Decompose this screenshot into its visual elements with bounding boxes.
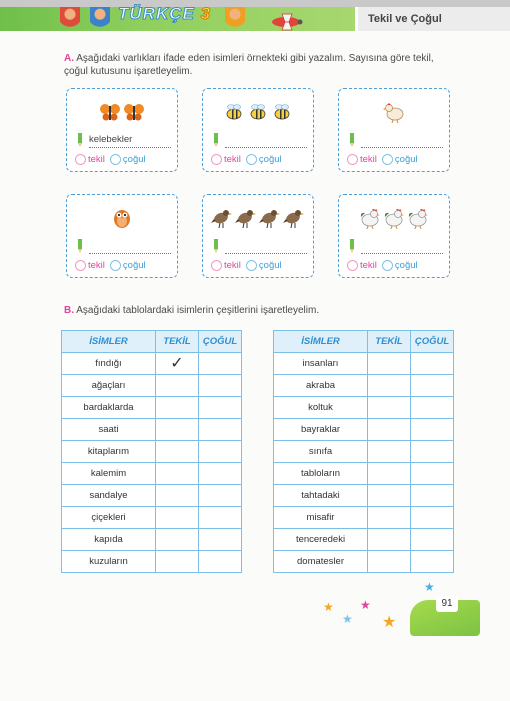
table-row [62,441,242,463]
singular-plural-options [211,154,282,165]
noun-cell: tenceredeki [274,529,368,551]
noun-cell: kalemim [62,463,156,485]
cogul-cell[interactable] [411,441,454,463]
cogul-cell[interactable] [199,419,242,441]
tekil-cell[interactable] [368,507,411,529]
star-icon: ★ [424,580,435,594]
col-header-tekil: TEKİL [156,331,199,353]
cogul-cell[interactable] [199,353,242,375]
pencil-icon [77,133,83,147]
card-picture [339,97,449,127]
noun-cell: kapıda [62,529,156,551]
tekil-cell[interactable] [156,375,199,397]
page-number: 91 [436,596,458,612]
tekil-cell[interactable] [156,507,199,529]
option-label: çoğul [122,260,146,271]
pencil-icon [349,133,355,147]
option-tekil[interactable] [347,154,377,165]
tekil-cell[interactable] [368,463,411,485]
cogul-cell[interactable] [199,529,242,551]
table-row [62,551,242,573]
noun-cell: sandalye [62,485,156,507]
cogul-cell[interactable] [411,485,454,507]
cogul-cell[interactable] [199,551,242,573]
hen-icon [383,101,405,123]
radio-circle-icon[interactable] [347,154,358,165]
option-label: çoğul [394,154,418,165]
exercise-card [66,194,178,278]
sparrow-icon [235,207,257,229]
tekil-cell[interactable] [368,441,411,463]
cogul-cell[interactable] [411,529,454,551]
card-picture [67,203,177,233]
sparrow-icon [283,207,305,229]
noun-cell: tabloların [274,463,368,485]
radio-circle-icon[interactable] [347,260,358,271]
answer-line[interactable] [361,239,443,254]
airplane-icon [262,10,310,32]
option-label: tekil [360,154,377,165]
option-label: çoğul [258,260,282,271]
pencil-icon [213,239,219,253]
radio-circle-icon[interactable] [246,154,257,165]
option-cogul[interactable] [110,260,146,271]
option-tekil[interactable] [347,260,377,271]
cogul-cell[interactable] [411,551,454,573]
tekil-cell[interactable] [156,463,199,485]
tekil-cell[interactable] [368,353,411,375]
exercise-card [338,194,450,278]
exercise-card [338,88,450,172]
option-cogul[interactable] [246,154,282,165]
table-row [62,485,242,507]
noun-cell: saati [62,419,156,441]
table-row [62,375,242,397]
rooster-icon [359,207,381,229]
part-b-text: Aşağıdaki tablolardaki isimlerin çeşitlerini işaretleyelim. [76,305,320,316]
table-row [62,353,242,375]
option-tekil[interactable] [211,154,241,165]
radio-circle-icon[interactable] [382,260,393,271]
cogul-cell[interactable] [199,441,242,463]
sparrow-icon [211,207,233,229]
child-illustration-icon [60,7,80,31]
cogul-cell[interactable] [199,463,242,485]
cogul-cell[interactable] [199,375,242,397]
rooster-icon [407,207,429,229]
tekil-cell[interactable] [368,375,411,397]
radio-circle-icon[interactable] [211,154,222,165]
tekil-cell[interactable] [156,397,199,419]
rooster-icon [383,207,405,229]
noun-cell: kuzuların [62,551,156,573]
table-header-row [62,331,242,353]
option-cogul[interactable] [382,154,418,165]
option-label: tekil [88,260,105,271]
col-header-tekil: TEKİL [368,331,411,353]
tekil-cell[interactable] [156,419,199,441]
tekil-cell[interactable] [368,397,411,419]
table-row [62,397,242,419]
tekil-cell[interactable] [368,529,411,551]
singular-plural-options [75,154,146,165]
cogul-cell[interactable] [199,485,242,507]
right-noun-table [273,330,454,573]
noun-cell: fındığı [62,353,156,375]
option-label: çoğul [394,260,418,271]
option-cogul[interactable] [382,260,418,271]
answer-line[interactable]: kelebekler [89,133,171,148]
bee-icon [223,101,245,123]
table-row [274,375,454,397]
cogul-cell[interactable] [411,397,454,419]
cogul-cell[interactable] [199,397,242,419]
part-b-instruction [64,304,319,317]
cogul-cell[interactable] [411,353,454,375]
answer-line[interactable] [225,239,307,254]
option-label: tekil [224,260,241,271]
cogul-cell[interactable] [411,375,454,397]
part-b-letter: B. [64,305,74,316]
radio-circle-icon[interactable] [75,154,86,165]
noun-cell: koltuk [274,397,368,419]
option-cogul[interactable] [110,154,146,165]
pencil-icon [349,239,355,253]
pencil-icon [77,239,83,253]
noun-cell: çiçekleri [62,507,156,529]
noun-cell: misafir [274,507,368,529]
page-header [0,0,510,38]
part-a-line2: çoğul kutusunu işaretleyelim. [64,66,193,77]
answer-line[interactable] [361,133,443,148]
radio-circle-icon[interactable] [246,260,257,271]
card-picture [67,97,177,127]
table-header-row [274,331,454,353]
table-row [274,353,454,375]
option-label: çoğul [258,154,282,165]
left-noun-table [61,330,242,573]
book-brand-title: TÜRKÇE 3 [118,4,212,23]
part-a-line1: Aşağıdaki varlıkları ifade eden isimleri örnekteki gibi yazalım. Sayısına göre tekil, [76,53,434,64]
cogul-cell[interactable] [411,419,454,441]
noun-cell: bardaklarda [62,397,156,419]
noun-cell: domatesler [274,551,368,573]
table-row [274,551,454,573]
singular-plural-options [75,260,146,271]
noun-cell: ağaçları [62,375,156,397]
noun-cell: sınıfa [274,441,368,463]
tekil-cell[interactable] [368,551,411,573]
sparrow-icon [259,207,281,229]
col-header-isimler: İSİMLER [274,331,368,353]
tekil-cell[interactable]: ✓ [156,353,199,375]
noun-cell: bayraklar [274,419,368,441]
option-label: tekil [360,260,377,271]
owl-icon [111,207,133,229]
option-tekil[interactable] [211,260,241,271]
card-picture [203,203,313,233]
noun-cell: kitaplarım [62,441,156,463]
table-row [274,485,454,507]
singular-plural-options [347,260,418,271]
pencil-icon [213,133,219,147]
bee-icon [247,101,269,123]
tekil-cell[interactable] [368,485,411,507]
butterfly-icon [123,101,145,123]
card-picture [339,203,449,233]
section-title: Tekil ve Çoğul [368,13,442,25]
table-row [274,507,454,529]
answer-line[interactable] [89,239,171,254]
bee-icon [271,101,293,123]
answer-line[interactable] [225,133,307,148]
exercise-card [202,194,314,278]
exercise-card [66,88,178,172]
tekil-cell[interactable] [156,441,199,463]
radio-circle-icon[interactable] [110,154,121,165]
table-row [62,463,242,485]
tekil-cell[interactable] [156,485,199,507]
option-label: çoğul [122,154,146,165]
child-illustration-icon [90,7,110,31]
table-row [274,419,454,441]
part-a-instruction [64,52,464,78]
cogul-cell[interactable] [199,507,242,529]
butterfly-icon [99,101,121,123]
table-row [274,463,454,485]
star-icon: ★ [360,598,371,612]
table-row [62,529,242,551]
radio-circle-icon[interactable] [75,260,86,271]
header-top-band [0,0,510,7]
card-picture [203,97,313,127]
cogul-cell[interactable] [411,507,454,529]
star-icon: ★ [342,612,353,626]
option-label: tekil [224,154,241,165]
table-row [274,441,454,463]
noun-cell: tahtadaki [274,485,368,507]
col-header-cogul: ÇOĞUL [199,331,242,353]
exercise-card [202,88,314,172]
tekil-cell[interactable] [156,529,199,551]
singular-plural-options [347,154,418,165]
radio-circle-icon[interactable] [211,260,222,271]
noun-cell: insanları [274,353,368,375]
table-row [62,419,242,441]
option-label: tekil [88,154,105,165]
table-row [274,529,454,551]
table-row [274,397,454,419]
col-header-isimler: İSİMLER [62,331,156,353]
option-cogul[interactable] [246,260,282,271]
tekil-cell[interactable] [156,551,199,573]
tekil-cell[interactable] [368,419,411,441]
singular-plural-options [211,260,282,271]
option-tekil[interactable] [75,260,105,271]
star-icon: ★ [323,600,334,614]
child-illustration-icon [225,7,245,31]
table-row [62,507,242,529]
noun-cell: akraba [274,375,368,397]
cogul-cell[interactable] [411,463,454,485]
option-tekil[interactable] [75,154,105,165]
part-a-letter: A. [64,53,74,64]
radio-circle-icon[interactable] [110,260,121,271]
radio-circle-icon[interactable] [382,154,393,165]
col-header-cogul: ÇOĞUL [411,331,454,353]
star-icon: ★ [382,614,397,631]
